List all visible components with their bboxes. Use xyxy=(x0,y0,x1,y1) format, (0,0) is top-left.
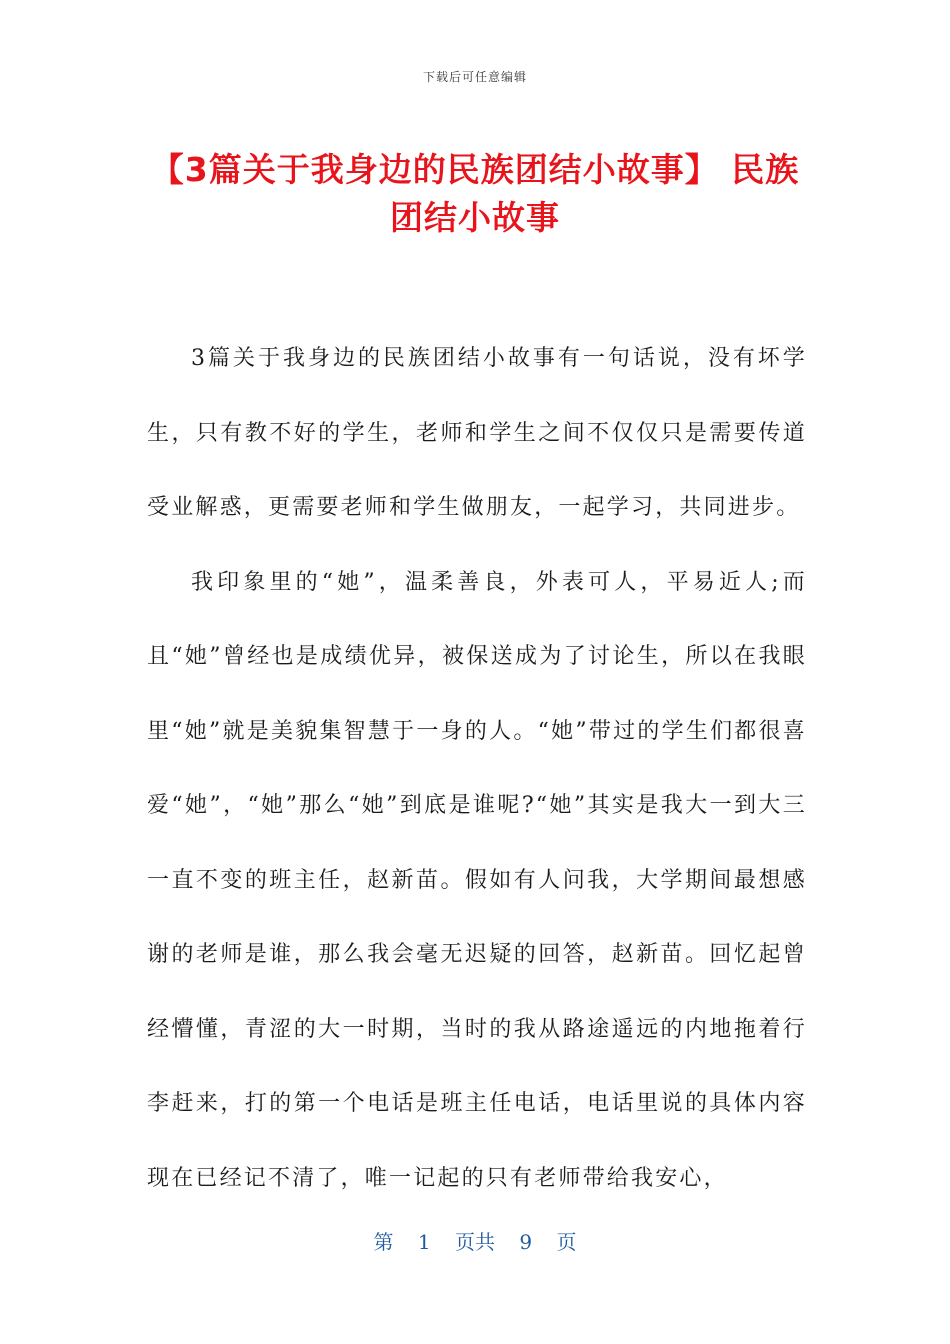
footer-middle: 页共 xyxy=(455,1230,495,1254)
footer-current-page: 1 xyxy=(417,1230,431,1254)
document-title: 【3篇关于我身边的民族团结小故事】 民族团结小故事 xyxy=(150,150,800,237)
page-footer xyxy=(0,1226,950,1255)
paragraph: 我印象里的“她”，温柔善良，外表可人，平易近人;而且“她”曾经也是成绩优异，被保送成为了讨论生，所以在我眼里“她”就是美貌集智慧于一身的人。“她”带过的学生们都很喜爱“她”，“她”那么“她”到底是谁呢?“她”其实是我大一到大三一直不变的班主任，赵新苗。假如有人问我，大学期间最想感谢的老师是谁，那么我会毫无迟疑的回答，赵新苗。回忆起曾经懵懂，青涩的大一时期，当时的我从路途遥远的内地拖着行李赶来，打的第一个电话是班主任电话，电话里说的具体内容现在已经记不清了，唯一记起的只有老师带给我安心， xyxy=(147,569,807,1191)
document-body xyxy=(147,322,807,1216)
footer-prefix: 第 xyxy=(373,1230,394,1254)
footer-total-pages: 9 xyxy=(519,1230,533,1254)
footer-suffix: 页 xyxy=(556,1230,577,1254)
paragraph: 3篇关于我身边的民族团结小故事有一句话说，没有坏学生，只有教不好的学生，老师和学生之间不仅仅只是需要传道受业解惑，更需要老师和学生做朋友，一起学习，共同进步。 xyxy=(147,346,807,520)
header-note: 下载后可任意编辑 xyxy=(422,70,527,84)
